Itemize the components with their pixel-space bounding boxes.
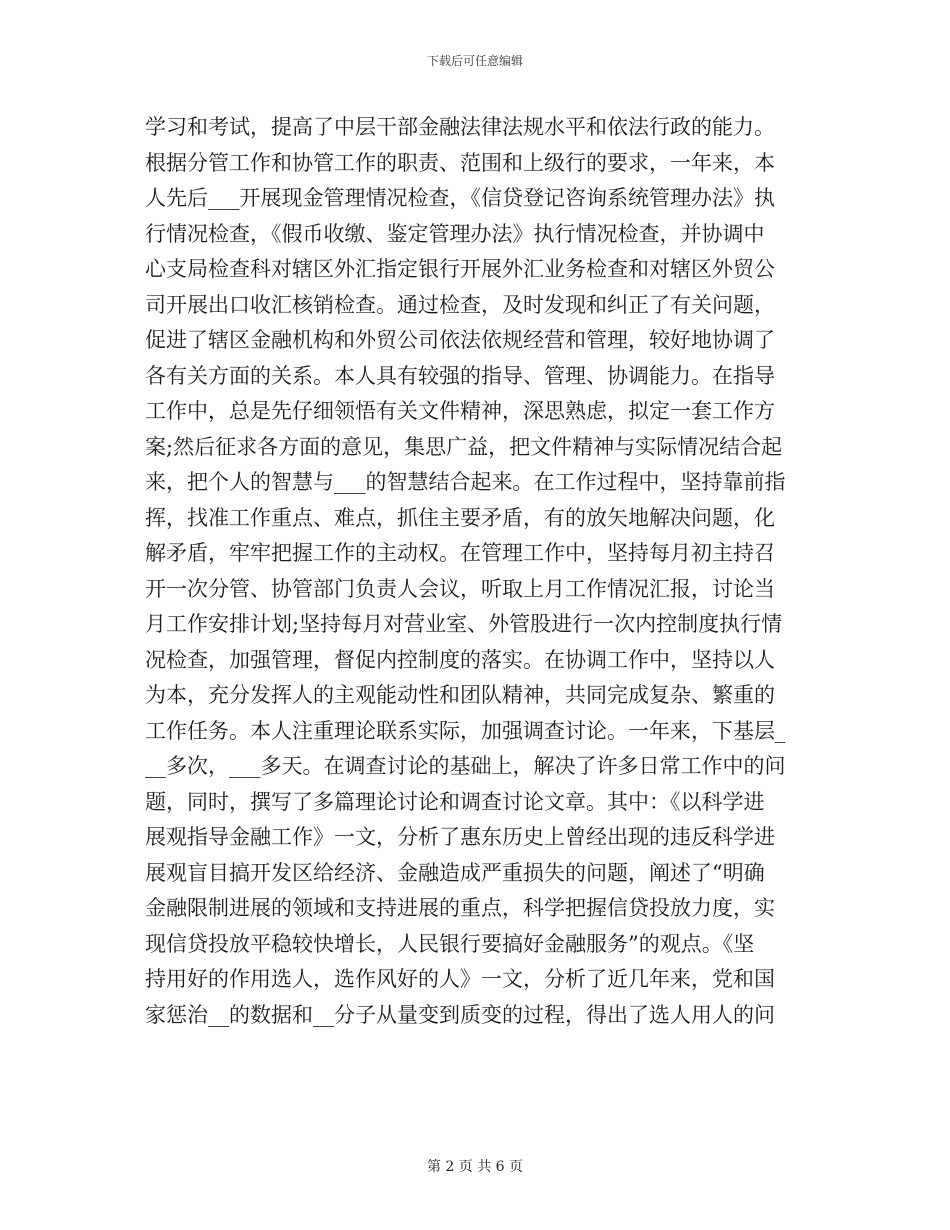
body-text-line: 现信贷投放平稳较快增长，人民银行要搞好金融服务”的观点。《坚	[145, 931, 755, 956]
body-text-line: 促进了辖区金融机构和外贸公司依法依规经营和管理，较好地协调了	[145, 328, 775, 352]
body-text-line: 月工作安排计划;坚持每月对营业室、外管股进行一次内控制度执行情	[145, 612, 783, 636]
body-text-line: __多次，___多天。在调查讨论的基础上，解决了许多日常工作中的问	[145, 754, 786, 778]
body-text-line: 开一次分管、协管部门负责人会议，听取上月工作情况汇报，讨论当	[145, 576, 775, 601]
page-number-footer: 第 2 页 共 6 页	[426, 1159, 524, 1175]
body-text-line: 解矛盾，牢牢把握工作的主动权。在管理工作中，坚持每月初主持召	[145, 541, 775, 565]
body-text-line: 况检查，加强管理，督促内控制度的落实。在协调工作中，坚持以人	[145, 647, 775, 672]
body-text-line: 为本，充分发挥人的主观能动性和团队精神，共同完成复杂、繁重的	[145, 683, 775, 707]
body-text-line: 来，把个人的智慧与___的智慧结合起来。在工作过程中，坚持靠前指	[145, 470, 786, 494]
body-text-line: 行情况检查，《假币收缴、鉴定管理办法》执行情况检查，并协调中	[145, 221, 765, 246]
body-text-line: 人先后___开展现金管理情况检查，《信贷登记咨询系统管理办法》执	[145, 186, 775, 210]
body-text-line: 展观盲目搞开发区给经济、金融造成严重损失的问题，阐述了“明确	[145, 860, 765, 885]
body-text-line: 工作中，总是先仔细领悟有关文件精神，深思熟虑，拟定一套工作方	[145, 399, 775, 423]
body-text-line: 根据分管工作和协管工作的职责、范围和上级行的要求，一年来，本	[145, 150, 775, 175]
body-text-line: 学习和考试，提高了中层干部金融法律法规水平和依法行政的能力。	[145, 115, 775, 139]
body-text-line: 案;然后征求各方面的意见，集思广益，把文件精神与实际情况结合起	[145, 434, 783, 459]
body-text-line: 持用好的作用选人，选作风好的人》一文，分析了近几年来，党和国	[145, 967, 775, 991]
body-text-line: 金融限制进展的领域和支持进展的重点，科学把握信贷投放力度，实	[145, 896, 775, 920]
body-text-line: 工作任务。本人注重理论联系实际，加强调查讨论。一年来，下基层_	[145, 718, 786, 743]
document-body	[145, 110, 815, 1033]
body-text-line: 各有关方面的关系。本人具有较强的指导、管理、协调能力。在指导	[145, 363, 775, 388]
body-text-line: 题，同时，撰写了多篇理论讨论和调查讨论文章。其中：《以科学进	[145, 789, 765, 814]
body-text-line: 家惩治__的数据和__分子从量变到质变的过程，得出了选人用人的问	[145, 1002, 775, 1027]
body-text-line: 展观指导金融工作》一文，分析了惠东历史上曾经出现的违反科学进	[145, 825, 775, 849]
body-text-line: 司开展出口收汇核销检查。通过检查，及时发现和纠正了有关问题，	[145, 292, 775, 317]
page-header-note: 下载后可任意编辑	[426, 54, 523, 68]
body-text-line: 挥，找准工作重点、难点，抓住主要矛盾，有的放矢地解决问题，化	[145, 505, 775, 530]
body-text-line: 心支局检查科对辖区外汇指定银行开展外汇业务检查和对辖区外贸公	[145, 257, 775, 281]
